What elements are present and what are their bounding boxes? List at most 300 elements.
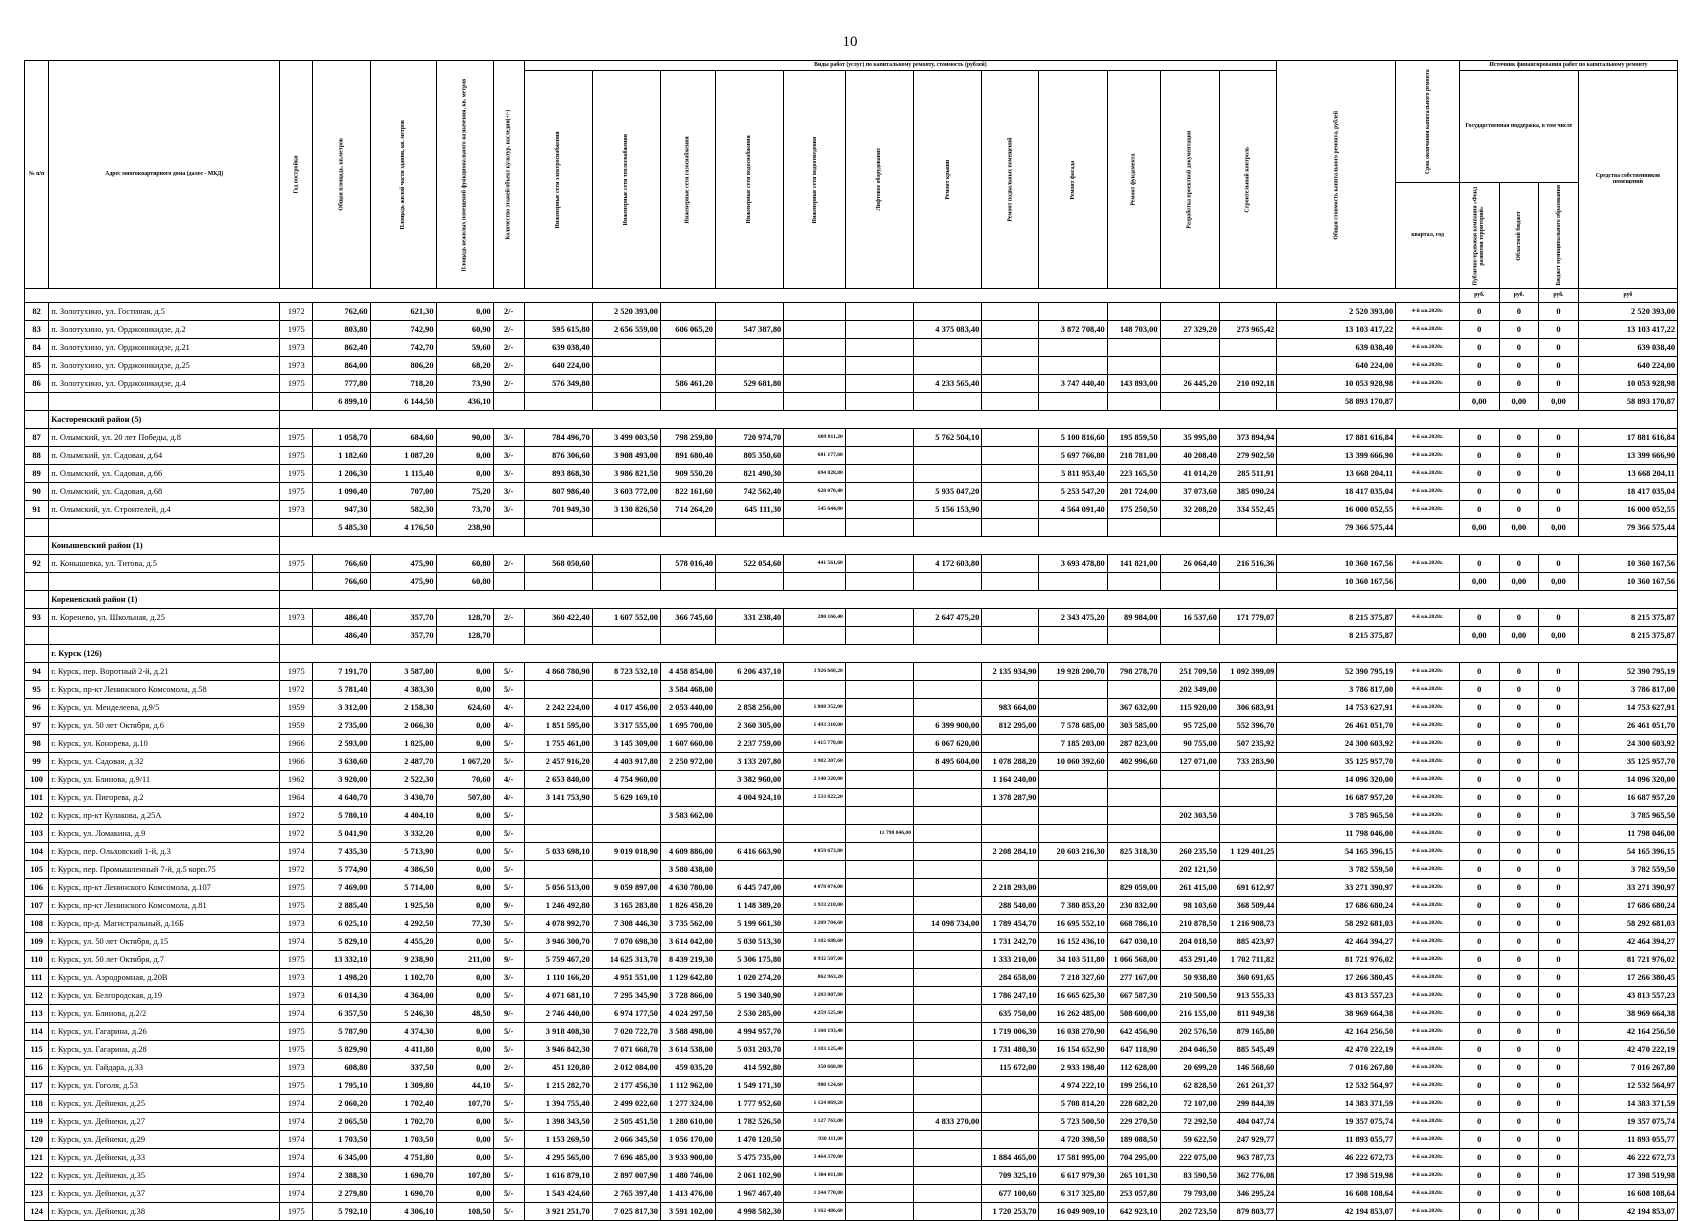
cell: 2/-: [493, 374, 524, 392]
cell: [1107, 770, 1160, 788]
cell: 1972: [280, 860, 313, 878]
cell: 5 697 766,80: [1039, 446, 1107, 464]
cell: 0: [1499, 896, 1539, 914]
table-row: [25, 374, 1678, 392]
cell: г. Курск, ул. 50 лет Октября, д.6: [49, 716, 280, 734]
cell: 0,00: [1539, 518, 1579, 536]
cell: 111: [25, 968, 49, 986]
cell: 0: [1499, 770, 1539, 788]
cell: 2 593,00: [313, 734, 370, 752]
cell: 0: [1459, 950, 1499, 968]
cell: 0,00: [1459, 518, 1499, 536]
cell: [914, 986, 982, 1004]
cell: г. Курск, ул. Дейнеки, д.35: [49, 1166, 280, 1184]
cell: 4 078 074,00: [784, 878, 846, 896]
cell: 114: [25, 1022, 49, 1040]
cell: 762,60: [313, 302, 370, 320]
cell: 829 059,00: [1107, 878, 1160, 896]
cell: [715, 860, 783, 878]
cell: 701 949,30: [524, 500, 592, 518]
cell: 35 125 957,70: [1578, 752, 1677, 770]
cell: 1 549 171,30: [715, 1076, 783, 1094]
cell: 123: [25, 1184, 49, 1202]
cell: г. Курск, ул. Блинова, д.2/2: [49, 1004, 280, 1022]
cell: 0: [1539, 338, 1579, 356]
cell: [914, 770, 982, 788]
cell: [914, 626, 982, 644]
col-living-area: Площадь жилой части здания, кв. метров: [370, 61, 436, 289]
cell: 0,00: [436, 824, 493, 842]
cell: 0: [1539, 1076, 1579, 1094]
cell: 79 366 575,44: [1277, 518, 1396, 536]
cell: [845, 968, 913, 986]
cell: 983 664,00: [982, 698, 1039, 716]
cell: 0: [1459, 734, 1499, 752]
cell: 0: [1539, 842, 1579, 860]
cell: 5/-: [493, 878, 524, 896]
cell: г. Курск, ул. Пигорева, д.2: [49, 788, 280, 806]
cell: п. Золотухино, ул. Гостиная, д.5: [49, 302, 280, 320]
cell: [1160, 770, 1219, 788]
cell: 16 537,60: [1160, 608, 1219, 626]
cell: 6 144,50: [370, 392, 436, 410]
col-w10: Ремонт фундамента: [1107, 71, 1160, 289]
cell: п. Коренево, ул. Школьная, д.25: [49, 608, 280, 626]
cell: 451 120,80: [524, 1058, 592, 1076]
cell: 545 644,80: [784, 500, 846, 518]
cell: 6 974 177,50: [592, 1004, 660, 1022]
cell: 24 300 603,92: [1578, 734, 1677, 752]
cell: 210 878,50: [1160, 914, 1219, 932]
cell: 6 416 663,90: [715, 842, 783, 860]
cell: 707,00: [370, 482, 436, 500]
cell: 5 041,90: [313, 824, 370, 842]
cell: 694 828,80: [784, 464, 846, 482]
cell: 1973: [280, 500, 313, 518]
cell: 350 668,80: [784, 1058, 846, 1076]
district-name: Конышевский район (1): [49, 536, 280, 554]
cell: 0: [1459, 1112, 1499, 1130]
cell: 4 754 960,00: [592, 770, 660, 788]
cell: 48,50: [436, 1004, 493, 1022]
cell: 1 124 869,20: [784, 1094, 846, 1112]
cell: [982, 554, 1039, 572]
cell: [493, 626, 524, 644]
cell: 38 969 664,38: [1277, 1004, 1396, 1022]
works-group-header: Виды работ (услуг) по капитальному ремонту, стоимость (рублей): [524, 61, 1277, 71]
cell: [845, 734, 913, 752]
cell: 17 881 616,84: [1578, 428, 1677, 446]
cell: [524, 806, 592, 824]
cell: 0: [1499, 806, 1539, 824]
cell: [914, 1202, 982, 1220]
cell: 635 750,00: [982, 1004, 1039, 1022]
cell: г. Курск, ул. Гагарина, д.28: [49, 1040, 280, 1058]
cell: г. Курск, пр-кт Кулакова, д.25А: [49, 806, 280, 824]
cell: 3 130 826,50: [592, 500, 660, 518]
cell: [660, 338, 715, 356]
cell: 5/-: [493, 824, 524, 842]
cell: 171 779,07: [1219, 608, 1276, 626]
cell: [845, 1130, 913, 1148]
cell: [845, 806, 913, 824]
cell: 146 568,60: [1219, 1058, 1276, 1076]
cell: 202 121,50: [1160, 860, 1219, 878]
cell: 189 088,50: [1107, 1130, 1160, 1148]
cell: 1 398 343,50: [524, 1112, 592, 1130]
cell: 5/-: [493, 1040, 524, 1058]
table-body: [25, 302, 1678, 1220]
cell: 0: [1459, 824, 1499, 842]
cell: 9 019 018,90: [592, 842, 660, 860]
cell: 331 238,40: [715, 608, 783, 626]
cell: 3 782 559,50: [1277, 860, 1396, 878]
cell: 75,20: [436, 482, 493, 500]
cell: 3 165 283,80: [592, 896, 660, 914]
cell: [660, 392, 715, 410]
cell: 59,60: [436, 338, 493, 356]
cell: [982, 464, 1039, 482]
cell: 19 357 075,74: [1277, 1112, 1396, 1130]
cell: 0: [1499, 320, 1539, 338]
cell: 16 687 957,20: [1277, 788, 1396, 806]
cell: [524, 302, 592, 320]
cell: 5/-: [493, 1148, 524, 1166]
cell: 3 630,60: [313, 752, 370, 770]
cell: 0: [1459, 338, 1499, 356]
page-number: 10: [842, 34, 858, 50]
cell: 3/-: [493, 968, 524, 986]
cell: 0: [1539, 1022, 1579, 1040]
cell: [845, 1076, 913, 1094]
cell: 5/-: [493, 914, 524, 932]
cell: 238,90: [436, 518, 493, 536]
cell: 606 065,20: [660, 320, 715, 338]
cell: 475,90: [370, 554, 436, 572]
cell: 0: [1539, 986, 1579, 1004]
cell: 95: [25, 680, 49, 698]
cell: 228 682,20: [1107, 1094, 1160, 1112]
col-address: Адрес многоквартирного дома (далее - МКД): [49, 61, 280, 289]
cell: [845, 860, 913, 878]
cell: 805 350,60: [715, 446, 783, 464]
cell: 5/-: [493, 1130, 524, 1148]
cell: 3/-: [493, 500, 524, 518]
cell: 16 262 485,00: [1039, 1004, 1107, 1022]
cell: [1039, 392, 1107, 410]
col-w4: Инженерные сети водоснабжения: [715, 71, 783, 289]
col-w1: Инженерные сети электроснабжения: [524, 71, 592, 289]
cell: 0: [1459, 986, 1499, 1004]
cell: г. Курск, ул. Гагарина, д.26: [49, 1022, 280, 1040]
cell: 1 304 011,80: [784, 1166, 846, 1184]
cell: 2 735,00: [313, 716, 370, 734]
cell: 862,40: [313, 338, 370, 356]
cell: 10 060 392,60: [1039, 752, 1107, 770]
cell: 54 165 396,15: [1578, 842, 1677, 860]
cell: 0,00: [436, 1184, 493, 1202]
cell: 0: [1459, 1058, 1499, 1076]
cell: 8 439 219,30: [660, 950, 715, 968]
cell: 12 532 564,97: [1578, 1076, 1677, 1094]
cell: 0: [1459, 680, 1499, 698]
section-filler-cell: [280, 590, 1678, 608]
cell: 0: [1459, 716, 1499, 734]
cell: 85: [25, 356, 49, 374]
cell: 373 894,94: [1219, 428, 1276, 446]
cell: 3 908 493,00: [592, 446, 660, 464]
cell: [592, 680, 660, 698]
cell: 92: [25, 554, 49, 572]
cell: 0: [1499, 500, 1539, 518]
district-name: г. Курск (126): [49, 644, 280, 662]
cell: 0: [1459, 1004, 1499, 1022]
cell: 0: [1459, 914, 1499, 932]
cell: 0: [1459, 1202, 1499, 1220]
cell: [1219, 824, 1276, 842]
cell: 4 176,50: [370, 518, 436, 536]
cell: 1 277 324,00: [660, 1094, 715, 1112]
cell: [784, 572, 846, 590]
cell: 1975: [280, 1202, 313, 1220]
cell: [592, 374, 660, 392]
cell: 79 366 575,44: [1578, 518, 1677, 536]
table-row: [25, 950, 1678, 968]
cell: 0: [1539, 860, 1579, 878]
cell: 42 470 222,19: [1578, 1040, 1677, 1058]
table-row: [25, 1184, 1678, 1202]
cell: [49, 626, 280, 644]
cell: 1972: [280, 680, 313, 698]
cell: 2 135 934,90: [982, 662, 1039, 680]
cell: 913 555,33: [1219, 986, 1276, 1004]
cell: 14 753 627,91: [1277, 698, 1396, 716]
cell: [1039, 860, 1107, 878]
cell: 5 708 814,20: [1039, 1094, 1107, 1112]
cell: 83 590,50: [1160, 1166, 1219, 1184]
cell: 4/-: [493, 716, 524, 734]
cell: 4-й кв.2028г.: [1396, 1130, 1460, 1148]
cell: 4 059 673,80: [784, 842, 846, 860]
cell: 1 933 218,00: [784, 896, 846, 914]
cell: 0: [1499, 914, 1539, 932]
unit-rub-2: руб.: [1499, 288, 1539, 302]
cell: [1039, 572, 1107, 590]
cell: 14 098 734,00: [914, 914, 982, 932]
table-row: [25, 968, 1678, 986]
cell: [914, 842, 982, 860]
cell: 2 933 198,40: [1039, 1058, 1107, 1076]
cell: [1107, 860, 1160, 878]
cell: 4-й кв.2028г.: [1396, 482, 1460, 500]
cell: 6 399 900,00: [914, 716, 982, 734]
cell: 303 585,00: [1107, 716, 1160, 734]
cell: 223 165,50: [1107, 464, 1160, 482]
cell: 60,80: [436, 554, 493, 572]
table-row: [25, 896, 1678, 914]
cell: 4-й кв.2028г.: [1396, 1058, 1460, 1076]
cell: [592, 338, 660, 356]
cell: 1 067,20: [436, 752, 493, 770]
cell: [845, 1148, 913, 1166]
cell: [1039, 698, 1107, 716]
cell: 0: [1539, 302, 1579, 320]
cell: 0,00: [1499, 392, 1539, 410]
cell: 0: [1459, 464, 1499, 482]
section-num-cell: [25, 590, 49, 608]
cell: 3/-: [493, 464, 524, 482]
cell: 90: [25, 482, 49, 500]
cell: [660, 302, 715, 320]
cell: 0: [1539, 1166, 1579, 1184]
cell: 4 295 565,00: [524, 1148, 592, 1166]
cell: 5 762 504,10: [914, 428, 982, 446]
cell: 4 868 780,90: [524, 662, 592, 680]
cell: [914, 1184, 982, 1202]
cell: 5/-: [493, 662, 524, 680]
cell: [524, 680, 592, 698]
cell: 195 859,50: [1107, 428, 1160, 446]
cell: 204 046,50: [1160, 1040, 1219, 1058]
cell: [1039, 518, 1107, 536]
cell: 5/-: [493, 1166, 524, 1184]
cell: 0,00: [1459, 626, 1499, 644]
cell: 0: [1459, 1184, 1499, 1202]
cell: 10 360 167,56: [1578, 572, 1677, 590]
col-nonres-area: Площадь нежилых помещений функционального назначения, кв. метров: [436, 61, 493, 289]
cell: 5 723 500,50: [1039, 1112, 1107, 1130]
cell: 5 781,40: [313, 680, 370, 698]
cell: 0: [1499, 716, 1539, 734]
cell: 385 090,24: [1219, 482, 1276, 500]
cell: 3 786 817,00: [1578, 680, 1677, 698]
cell: [982, 1076, 1039, 1094]
cell: 122: [25, 1166, 49, 1184]
cell: [914, 1022, 982, 1040]
cell: 0: [1459, 482, 1499, 500]
cell: 876 306,60: [524, 446, 592, 464]
cell: 1975: [280, 896, 313, 914]
cell: [1160, 788, 1219, 806]
cell: 576 349,80: [524, 374, 592, 392]
cell: 0: [1499, 1040, 1539, 1058]
cell: 0: [1459, 860, 1499, 878]
cell: [784, 302, 846, 320]
cell: [914, 392, 982, 410]
cell: [493, 518, 524, 536]
cell: 0: [1539, 482, 1579, 500]
cell: [1039, 338, 1107, 356]
cell: 0: [1539, 824, 1579, 842]
cell: 52 390 795,19: [1277, 662, 1396, 680]
table-row: [25, 320, 1678, 338]
cell: 4 720 398,50: [1039, 1130, 1107, 1148]
cell: 1 731 480,30: [982, 1040, 1039, 1058]
cell: 0: [1539, 554, 1579, 572]
cell: 106: [25, 878, 49, 896]
cell: [914, 1058, 982, 1076]
cell: 1 020 274,20: [715, 968, 783, 986]
table-row: [25, 302, 1678, 320]
cell: 7 016 267,80: [1277, 1058, 1396, 1076]
district-section-row: [25, 644, 1678, 662]
cell: [715, 824, 783, 842]
table-row: [25, 608, 1678, 626]
cell: 98: [25, 734, 49, 752]
cell: п. Олымский, ул. Садовая, д.66: [49, 464, 280, 482]
cell: 1974: [280, 932, 313, 950]
cell: [784, 356, 846, 374]
cell: 115 920,00: [1160, 698, 1219, 716]
cell: 0: [1539, 788, 1579, 806]
cell: [845, 914, 913, 932]
cell: 5/-: [493, 860, 524, 878]
cell: 0: [1499, 680, 1539, 698]
cell: 1 967 467,40: [715, 1184, 783, 1202]
cell: [1160, 518, 1219, 536]
cell: 0,00: [436, 716, 493, 734]
cell: г. Курск, пр-кт Ленинского Комсомола, д.107: [49, 878, 280, 896]
cell: 0,00: [436, 896, 493, 914]
cell: 5/-: [493, 1094, 524, 1112]
cell: 1959: [280, 698, 313, 716]
cell: [914, 806, 982, 824]
cell: [845, 770, 913, 788]
cell: 4 974 222,10: [1039, 1076, 1107, 1094]
cell: 766,60: [313, 554, 370, 572]
cell: 0,00: [436, 806, 493, 824]
cell: 4-й кв.2028г.: [1396, 1202, 1460, 1220]
cell: 9/-: [493, 950, 524, 968]
cell: 5 759 467,20: [524, 950, 592, 968]
cell: 720 974,70: [715, 428, 783, 446]
cell: [715, 356, 783, 374]
cell: 0: [1499, 374, 1539, 392]
cell: [715, 806, 783, 824]
cell: 3 946 842,30: [524, 1040, 592, 1058]
cell: 112: [25, 986, 49, 1004]
cell: [845, 986, 913, 1004]
cell: 17 686 680,24: [1578, 896, 1677, 914]
cell: [660, 356, 715, 374]
cell: 86: [25, 374, 49, 392]
cell: 97: [25, 716, 49, 734]
cell: [524, 392, 592, 410]
cell: [493, 392, 524, 410]
cell: [845, 842, 913, 860]
cell: 72 107,00: [1160, 1094, 1219, 1112]
cell: [914, 302, 982, 320]
cell: 798 278,70: [1107, 662, 1160, 680]
cell: 202 723,50: [1160, 1202, 1219, 1220]
cell: 10 360 167,56: [1578, 554, 1677, 572]
cell: 0: [1459, 752, 1499, 770]
cell: 24 300 603,92: [1277, 734, 1396, 752]
cell: [784, 392, 846, 410]
cell: 864,00: [313, 356, 370, 374]
cell: 4-й кв.2028г.: [1396, 896, 1460, 914]
cell: 2/-: [493, 320, 524, 338]
cell: [845, 788, 913, 806]
cell: 19 928 200,70: [1039, 662, 1107, 680]
table-row: [25, 1076, 1678, 1094]
cell: 121: [25, 1148, 49, 1166]
cell: 1 413 476,00: [660, 1184, 715, 1202]
cell: 204 018,50: [1160, 932, 1219, 950]
cell: 1 925,50: [370, 896, 436, 914]
cell: [49, 518, 280, 536]
col-w6: Лифтовое оборудование: [845, 71, 913, 289]
